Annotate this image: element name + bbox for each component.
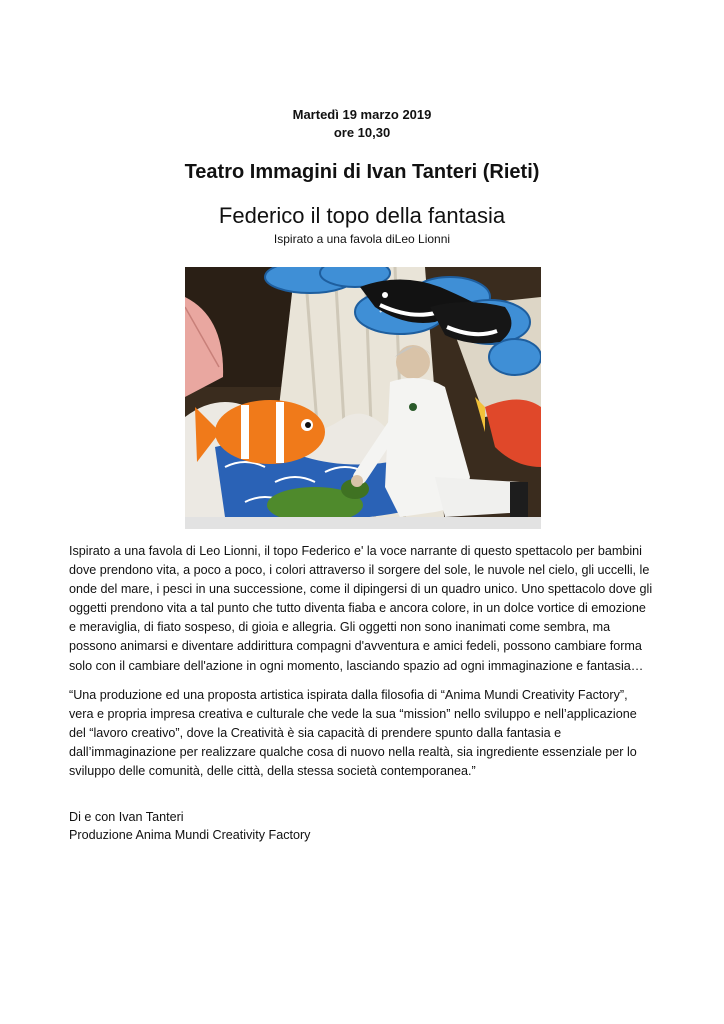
mission-quote-paragraph: “Una produzione ed una proposta artistica ispirata dalla filosofia di “Anima Mundi Creativity Factory”, vera e propria impresa creativa e culturale che vede la sua “mission” nello sviluppo e nell’applicazione del “lavoro creativo”, dove la Creatività è sia capacità di prendere spunto dalla fantasia e dall’immaginazione per realizzare qualche cosa di nuovo nella realtà, sia ingrediente essenziale per lo sviluppo delle comunità, delle città, della stessa società contemporanea.” [69, 688, 637, 779]
stage-photo [185, 267, 541, 529]
event-time: ore 10,30 [333, 125, 391, 140]
company-heading: Teatro Immagini di Ivan Tanteri (Rieti) [184, 161, 540, 183]
credit-production: Produzione Anima Mundi Creativity Factory [69, 828, 311, 842]
description-paragraph: Ispirato a una favola di Leo Lionni, il topo Federico e' la voce narrante di questo spettacolo per bambini dove prendono vita, a poco a poco, i colori attraverso il sorgere del sole, le nuvole nel cielo, gli uccelli, le onde del mare, i pesci in una successione, come il dipingersi di un quadro unico. Uno spettacolo dove gli oggetti prendono vita a tal punto che tutto diventa fiaba e ancora colore, in un dolce vortice di emozione e meraviglia, di fiato sospeso, di gioia e allegria. Gli oggetti non sono inanimati come sembra, ma possono animarsi e diventare addirittura compagni d'avventura e amici fedeli, possono cambiare forma solo con il cambiare dell'azione in ogni momento, lasciando spazio ad ogni immaginazione e fantasia… [69, 544, 653, 673]
credits [69, 808, 310, 844]
show-subtitle: Ispirato a una favola diLeo Lionni [273, 232, 451, 246]
credit-author: Di e con Ivan Tanteri [69, 810, 184, 824]
event-date: Martedì 19 marzo 2019 [292, 107, 432, 122]
show-title: Federico il topo della fantasia [218, 203, 506, 228]
